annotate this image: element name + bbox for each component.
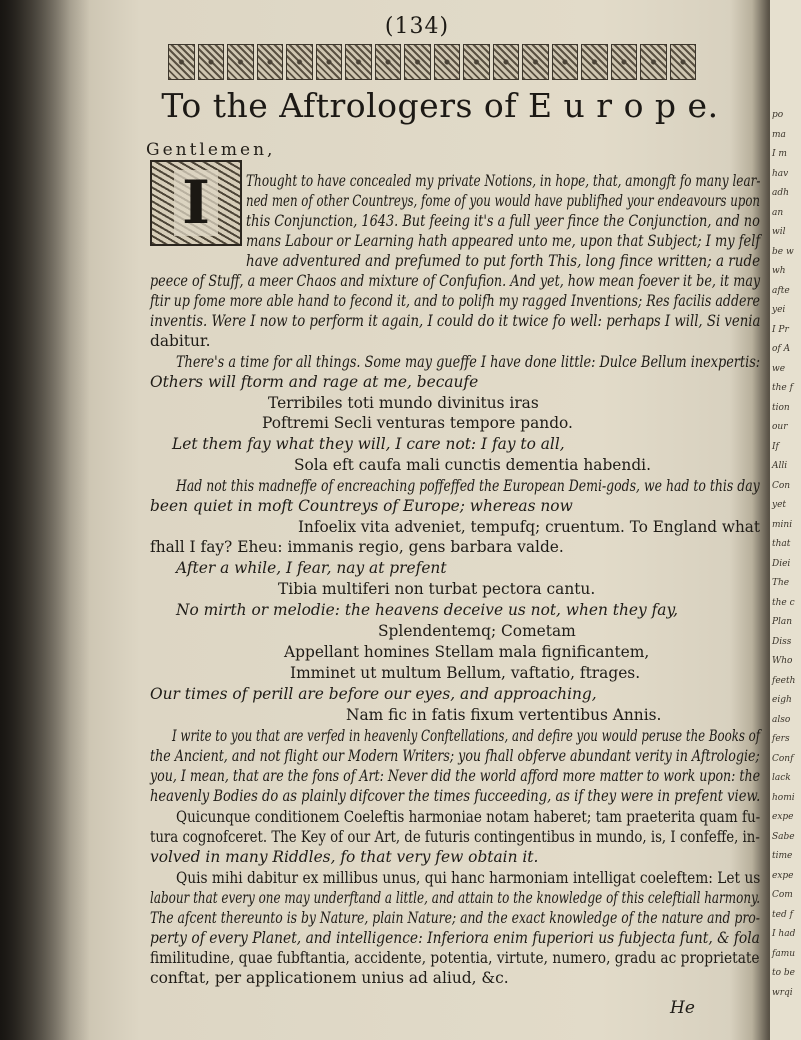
facing-page-fragment: the f	[772, 383, 793, 393]
text-line: heavenly Bodies do as plainly difcover the times fucceeding, as if they were in prefent view.	[150, 787, 761, 805]
text-line: Quicunque conditionem Coeleftis harmoniae notam haberet; tam praeterita quam fu-	[176, 808, 761, 826]
facing-page-fragment: famu	[772, 948, 796, 959]
facing-page-fragment: eigh	[772, 695, 792, 705]
text-line: have adventured and prefumed to put forth This, long fince written; a rude	[246, 252, 761, 270]
facing-page-fragment: time	[772, 851, 793, 861]
facing-page-fragment: the c	[772, 597, 795, 608]
facing-page-fragment: ted f	[772, 909, 793, 920]
facing-page-fragment: be w	[772, 246, 794, 257]
ornament-cell	[493, 44, 520, 80]
facing-page-fragment: Sabe	[772, 831, 795, 842]
facing-page-fragment: that	[772, 539, 791, 549]
text-line: Infoelix vita adveniet, tempufq; cruentum. To England what	[298, 518, 760, 536]
text-line: Quis mihi dabitur ex millibus unus, qui hanc harmoniam intelligat coeleftem: Let us	[176, 869, 761, 887]
text-line: dabitur.	[150, 332, 211, 350]
facing-page-fragment: lack	[772, 773, 791, 783]
text-line: Splendentemq; Cometam	[378, 622, 576, 640]
facing-page-fragment: yei	[772, 305, 786, 315]
ornament-cell	[552, 44, 579, 80]
ornament-cell	[640, 44, 667, 80]
facing-page-fragment: also	[772, 714, 791, 725]
ornamental-header-band	[168, 44, 696, 78]
facing-page-fragment: mini	[772, 519, 793, 530]
salutation: Gentlemen,	[146, 140, 276, 160]
ornament-cell	[198, 44, 225, 80]
facing-page-fragment: Plan	[772, 617, 793, 627]
facing-page-fragment: wil	[772, 227, 786, 237]
catchword: He	[670, 998, 695, 1018]
facing-page-fragment: Who	[772, 656, 793, 666]
text-line: conftat, per applicationem unius ad aliud, &c.	[150, 969, 509, 987]
text-line: After a while, I fear, nay at prefent	[176, 559, 447, 577]
facing-page-fragment: feeth	[772, 675, 796, 686]
ornament-cell	[227, 44, 254, 80]
facing-page-fragment: Diss	[772, 636, 792, 647]
facing-page-fragment: I Pr	[772, 324, 789, 335]
facing-page-fragment: homi	[772, 792, 795, 803]
text-line: perty of every Planet, and intelligence: Inferiora enim fuperiori us fubjecta funt, & fola	[150, 929, 760, 947]
facing-page-fragment: Com	[772, 890, 793, 900]
facing-page-fragment: an	[772, 207, 784, 218]
facing-page-fragment: I m	[772, 149, 787, 159]
facing-page-fragment: expe	[772, 812, 794, 822]
ornament-cell	[522, 44, 549, 80]
page-heading: To the Aftrologers of E u r o p e.	[161, 86, 719, 125]
text-line: No mirth or melodie: the heavens deceive us not, when they fay,	[176, 601, 679, 619]
ornament-cell	[434, 44, 461, 80]
facing-page-fragment: our	[772, 422, 788, 432]
facing-page-fragment: Con	[772, 480, 791, 491]
text-line: Thought to have concealed my private Notions, in hope, that, amongft fo many lear-	[246, 172, 761, 190]
ornament-cell	[316, 44, 343, 80]
text-line: you, I mean, that are the fons of Art: Never did the world afford more matter to work upon: the	[150, 767, 761, 785]
facing-page-fragment: hav	[772, 168, 789, 179]
text-line: the Ancient, and not flight our Modern Writers; you fhall obferve abundant verity in Aftrologie;	[150, 747, 760, 765]
spine-shadow	[0, 0, 90, 1040]
facing-page-fragment: wh	[772, 266, 786, 276]
text-line: Poftremi Secli venturas tempore pando.	[262, 414, 573, 432]
ornament-cell	[375, 44, 402, 80]
text-line: volved in many Riddles, fo that very few obtain it.	[150, 848, 539, 866]
text-line: inventis. Were I now to perform it again, I could do it twice fo well: perhaps I will, Si venia	[150, 312, 761, 330]
facing-page-fragment: of A	[772, 344, 791, 354]
text-line: labour that every one may underftand a little, and attain to the knowledge of this celeftiall harmony.	[150, 889, 761, 907]
ornament-cell	[345, 44, 372, 80]
text-line: Had not this madneffe of encreaching poffeffed the European Demi-gods, we had to this day	[176, 477, 760, 495]
text-line: Our times of perill are before our eyes, and approaching,	[150, 685, 597, 703]
facing-page-fragment: we	[772, 363, 786, 374]
facing-page-fragment: tion	[772, 402, 790, 413]
text-line: peece of Stuff, a meer Chaos and mixture of Confufion. And yet, how mean foever it be, it may	[150, 272, 761, 290]
drop-initial-letter: I	[174, 170, 218, 236]
facing-page-fragment: I had	[772, 929, 796, 939]
text-line: Let them fay what they will, I care not: I fay to all,	[172, 435, 565, 453]
facing-page-edge	[770, 0, 801, 1040]
facing-page-fragment: afte	[772, 285, 790, 296]
drop-initial	[150, 160, 242, 246]
text-line: Others will ftorm and rage at me, becaufe	[150, 373, 479, 391]
facing-page-fragment: yet	[772, 500, 787, 510]
ornament-cell	[463, 44, 490, 80]
ornament-cell	[404, 44, 431, 80]
ornament-cell	[611, 44, 638, 80]
facing-page-fragment: fers	[772, 734, 790, 744]
text-line: Terribiles toti mundo divinitus iras	[268, 394, 539, 412]
facing-page-fragment: Alli	[772, 461, 788, 471]
ornament-cell	[257, 44, 284, 80]
text-line: I write to you that are verfed in heavenly Conftellations, and defire you would peruse the Books of	[172, 727, 761, 745]
facing-page-fragment: The	[772, 578, 790, 588]
text-line: tura cognofceret. The Key of our Art, de futuris contingentibus in mundo, is, I confeffe, in-	[150, 828, 760, 846]
facing-page-fragment: expe	[772, 870, 794, 881]
ornament-cell	[581, 44, 608, 80]
text-line: fhall I fay? Eheu: immanis regio, gens barbara valde.	[150, 538, 564, 556]
text-line: ftir up fome more able hand to fecond it, and to polifh my ragged Inventions; Res facilis addere	[150, 292, 760, 310]
text-line: mans Labour or Learning hath appeared unto me, upon that Subject; I my felf	[246, 232, 761, 250]
facing-page-fragment: to be	[772, 968, 795, 978]
text-line: this Conjunction, 1643. But feeing it's a full yeer fince the Conjunction, and no	[246, 212, 760, 230]
text-line: Nam fic in fatis fixum vertentibus Annis.	[346, 706, 662, 724]
facing-page-fragment: Diei	[772, 558, 791, 569]
text-line: Sola eft caufa mali cunctis dementia habendi.	[294, 456, 651, 474]
facing-page-fragment: po	[772, 110, 784, 120]
page-number: (134)	[384, 14, 450, 39]
text-line: fimilitudine, quae fubftantia, accidente, potentia, virtute, numero, gradu ac proprietate	[150, 949, 760, 967]
text-line: Appellant homines Stellam mala fignificantem,	[284, 643, 650, 661]
text-line: There's a time for all things. Some may gueffe I have done little: Dulce Bellum inexpertis:	[176, 353, 761, 371]
facing-page-fragment: wrqi	[772, 987, 793, 998]
facing-page-fragment: Conf	[772, 753, 794, 764]
facing-page-fragment: If	[772, 441, 779, 452]
ornament-cell	[168, 44, 195, 80]
text-line: been quiet in moft Countreys of Europe; whereas now	[150, 497, 573, 515]
ornament-cell	[670, 44, 697, 80]
facing-page-fragment: adh	[772, 188, 789, 198]
text-line: ned men of other Countreys, fome of you would have publifhed your endeavours upon	[246, 192, 760, 210]
text-line: The afcent thereunto is by Nature, plain Nature; and the exact knowledge of the nature and pro-	[150, 909, 760, 927]
facing-page-fragment: ma	[772, 129, 786, 140]
ornament-cell	[286, 44, 313, 80]
text-line: Imminet ut multum Bellum, vaftatio, ftrages.	[290, 664, 641, 682]
text-line: Tibia multiferi non turbat pectora cantu.	[278, 580, 596, 598]
